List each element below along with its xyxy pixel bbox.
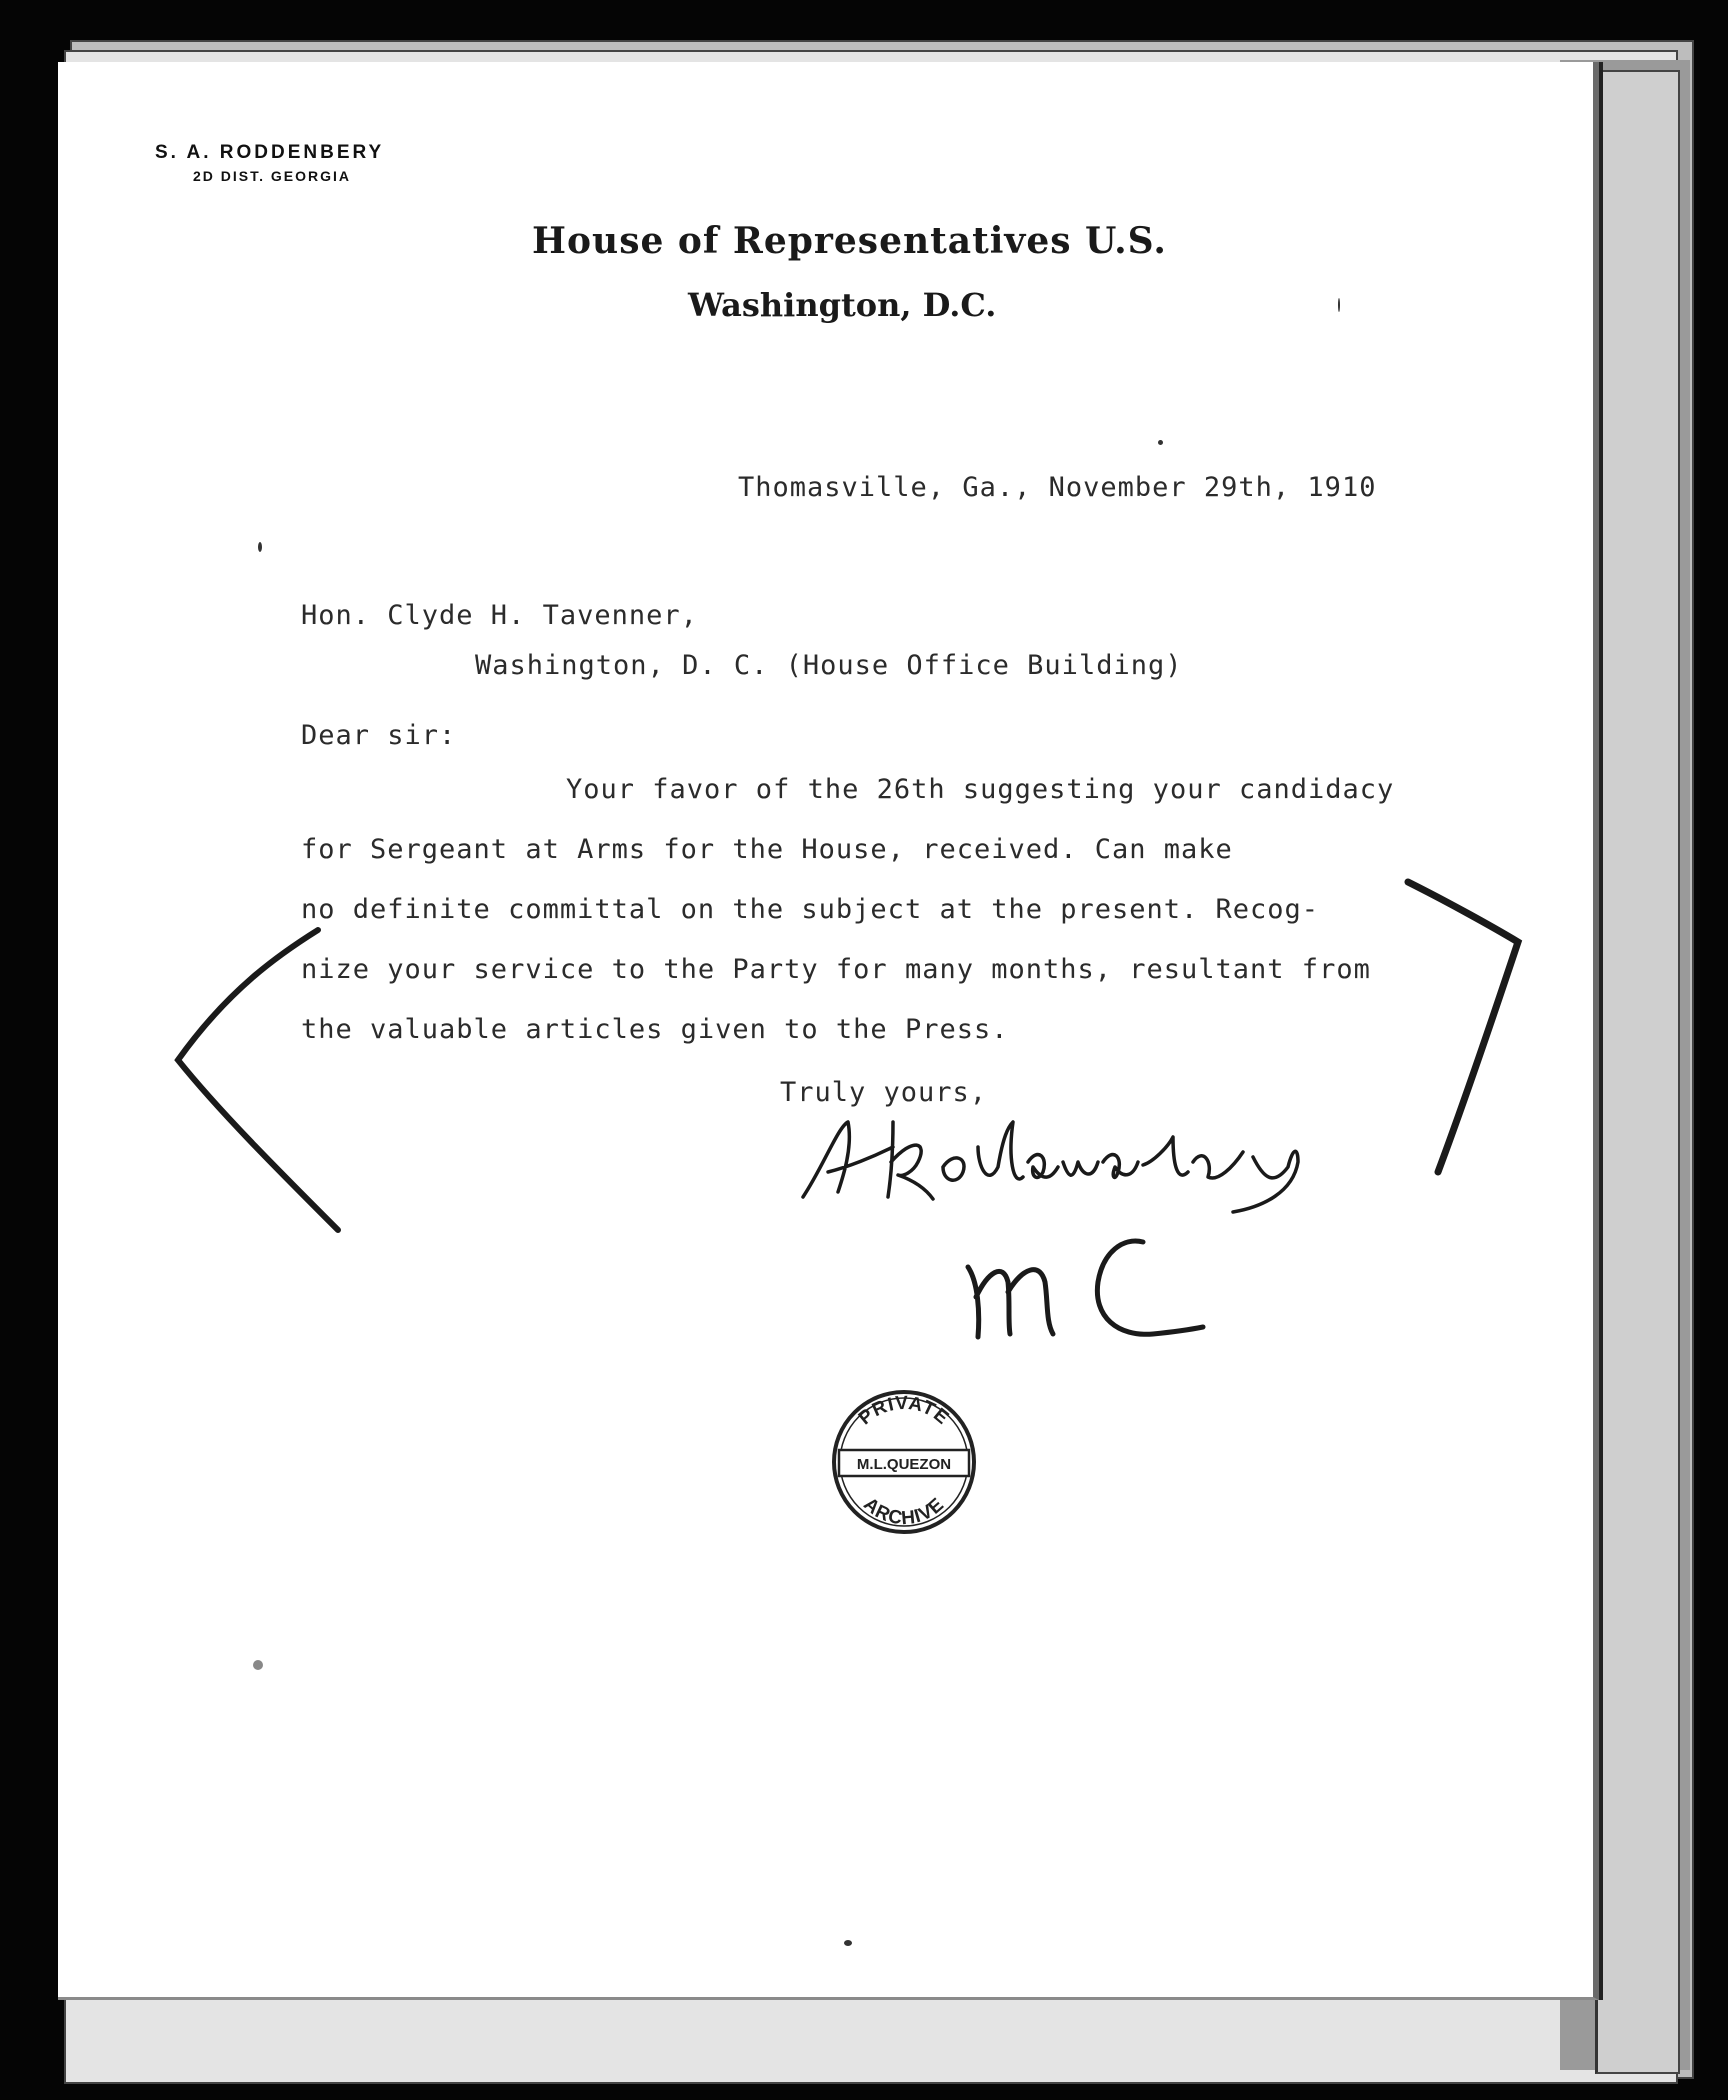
scan-speck <box>258 542 262 552</box>
closing: Truly yours, <box>780 1077 988 1108</box>
salutation: Dear sir: <box>301 720 457 751</box>
signature <box>793 1107 1333 1217</box>
underlying-sheet-edge <box>1595 70 1680 2074</box>
left-bracket-mark <box>168 920 348 1240</box>
scan-speck <box>253 1660 263 1670</box>
letterhead-title: House of Representatives U.S. <box>532 220 1167 262</box>
addressee: Hon. Clyde H. Tavenner, <box>301 600 698 631</box>
body-line: no definite committal on the subject at the present. Recog- <box>301 894 1320 925</box>
archive-stamp <box>829 1387 979 1537</box>
dateline: Thomasville, Ga., November 29th, 1910 <box>738 472 1377 503</box>
scan-speck <box>1338 298 1340 312</box>
stamp-center-text: M.L.QUEZON <box>856 1456 952 1473</box>
letterhead-district: 2D DIST. GEORGIA <box>193 168 352 184</box>
letterhead-name: S. A. RODDENBERY <box>155 142 385 163</box>
scan-speck <box>1158 440 1163 445</box>
body-line: Your favor of the 26th suggesting your candidacy <box>566 774 1395 805</box>
scan-speck <box>844 1940 852 1946</box>
body-line: the valuable articles given to the Press. <box>301 1014 1009 1045</box>
stamp-bottom-text: ARCHIVE <box>859 1493 949 1530</box>
signature-suffix <box>948 1222 1268 1352</box>
letterhead-city: Washington, D.C. <box>688 286 997 324</box>
stamp-top-text: PRIVATE <box>854 1392 954 1430</box>
right-bracket-mark <box>1398 872 1528 1182</box>
body-line: for Sergeant at Arms for the House, received. Can make <box>301 834 1233 865</box>
letter-page <box>58 62 1599 2000</box>
body-line: nize your service to the Party for many months, resultant from <box>301 954 1371 985</box>
addressee-address: Washington, D. C. (House Office Building) <box>475 650 1183 681</box>
